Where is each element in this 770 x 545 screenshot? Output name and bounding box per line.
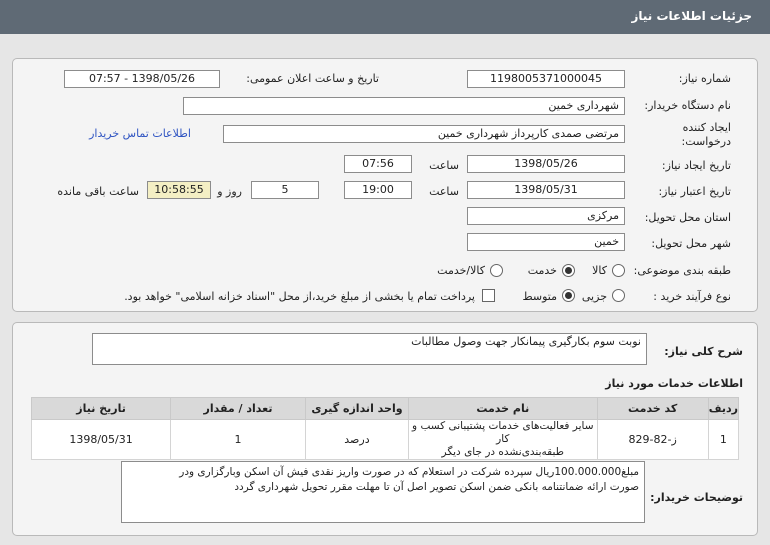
- process-medium-label: متوسط: [522, 290, 557, 303]
- category-both-label: کالا/خدمت: [437, 264, 485, 277]
- valid-date-field: 1398/05/31: [467, 181, 625, 199]
- category-label: طبقه بندی موضوعی:: [633, 264, 731, 277]
- cell-name: [409, 420, 598, 460]
- creator-label-2: درخواست:: [681, 135, 731, 148]
- created-date-field: 1398/05/26: [467, 155, 625, 173]
- category-goods-radio[interactable]: [612, 264, 625, 277]
- buyer-notes-field: [121, 461, 645, 523]
- cell-unit: درصد: [305, 420, 408, 460]
- cell-qty: 1: [171, 420, 306, 460]
- cell-name-line1: سایر فعالیت‌های خدمات پشتیبانی کسب و کار: [412, 420, 594, 445]
- col-date: تاریخ نیاز: [32, 398, 171, 420]
- days-field: 5: [251, 181, 319, 199]
- province-label: استان محل تحویل:: [644, 211, 731, 224]
- treasury-payment-note: پرداخت تمام یا بخشی از مبلغ خرید،از محل "اسناد خزانه اسلامی" خواهد بود.: [124, 290, 475, 303]
- buyer-notes-label: توضیحات خریدار:: [650, 491, 743, 504]
- buyer-notes-line1: مبلغ100.000.000ریال سپرده شرکت در استعلام که در صورت واریز نقدی فیش آن اسکن وبارگزاری ودر: [179, 466, 639, 478]
- need-number-field: 1198005371000045: [467, 70, 625, 88]
- creator-field: مرتضی صمدی کارپرداز شهرداری خمین: [223, 125, 625, 143]
- valid-date-label: تاریخ اعتبار نیاز:: [658, 185, 731, 198]
- col-name: نام خدمت: [409, 398, 598, 420]
- creator-label: ایجاد کننده: [682, 121, 731, 134]
- created-time-field: 07:56: [344, 155, 412, 173]
- cell-name-line2: طبقه‌بندی‌نشده در جای دیگر: [441, 446, 564, 458]
- remaining-label: ساعت باقی مانده: [57, 185, 139, 198]
- col-unit: واحد اندازه گیری: [305, 398, 408, 420]
- process-label: نوع فرآیند خرید :: [653, 290, 731, 303]
- summary-field: نوبت سوم بکارگیری پیمانکار جهت وصول مطالبات: [92, 333, 647, 365]
- process-partial-radio[interactable]: [612, 289, 625, 302]
- valid-time-label: ساعت: [429, 185, 459, 198]
- created-date-label: تاریخ ایجاد نیاز:: [661, 159, 731, 172]
- category-service-radio[interactable]: [562, 264, 575, 277]
- category-goods-label: کالا: [592, 264, 607, 277]
- buyer-label: نام دستگاه خریدار:: [644, 99, 731, 112]
- remaining-time-field: 10:58:55: [147, 181, 211, 199]
- need-number-label: شماره نیاز:: [678, 72, 731, 85]
- cell-date: 1398/05/31: [32, 420, 171, 460]
- valid-time-field: 19:00: [344, 181, 412, 199]
- col-code: کد خدمت: [597, 398, 708, 420]
- services-table: [31, 397, 739, 460]
- buyer-notes-line2: صورت ارائه ضمانتنامه بانکی ضمن اسکن تصویر اصل آن تا مهلت مقرر تحویل شهرداری گردد: [234, 481, 639, 493]
- cell-index: 1: [708, 420, 738, 460]
- need-summary-panel: [12, 322, 758, 536]
- table-row: [32, 420, 739, 460]
- announce-label: تاریخ و ساعت اعلان عمومی:: [246, 72, 379, 85]
- page-title: جزئیات اطلاعات نیاز: [631, 9, 752, 23]
- page-header: [0, 0, 770, 34]
- process-medium-radio[interactable]: [562, 289, 575, 302]
- category-service-label: خدمت: [527, 264, 557, 277]
- cell-code: ز-82-829: [597, 420, 708, 460]
- days-label: روز و: [217, 185, 242, 198]
- col-qty: تعداد / مقدار: [171, 398, 306, 420]
- col-index: ردیف: [708, 398, 738, 420]
- announce-field: 1398/05/26 - 07:57: [64, 70, 220, 88]
- treasury-payment-checkbox[interactable]: [482, 289, 495, 302]
- city-label: شهر محل تحویل:: [651, 237, 731, 250]
- category-both-radio[interactable]: [490, 264, 503, 277]
- created-time-label: ساعت: [429, 159, 459, 172]
- services-header-row: [32, 398, 739, 420]
- services-title: اطلاعات خدمات مورد نیاز: [605, 377, 743, 390]
- process-partial-label: جزیی: [581, 290, 607, 303]
- need-details-panel: [12, 58, 758, 312]
- province-field: مرکزی: [467, 207, 625, 225]
- contact-buyer-link[interactable]: اطلاعات تماس خریدار: [89, 127, 191, 140]
- city-field: خمین: [467, 233, 625, 251]
- buyer-field: شهرداری خمین: [183, 97, 625, 115]
- summary-label: شرح کلی نیاز:: [664, 345, 743, 358]
